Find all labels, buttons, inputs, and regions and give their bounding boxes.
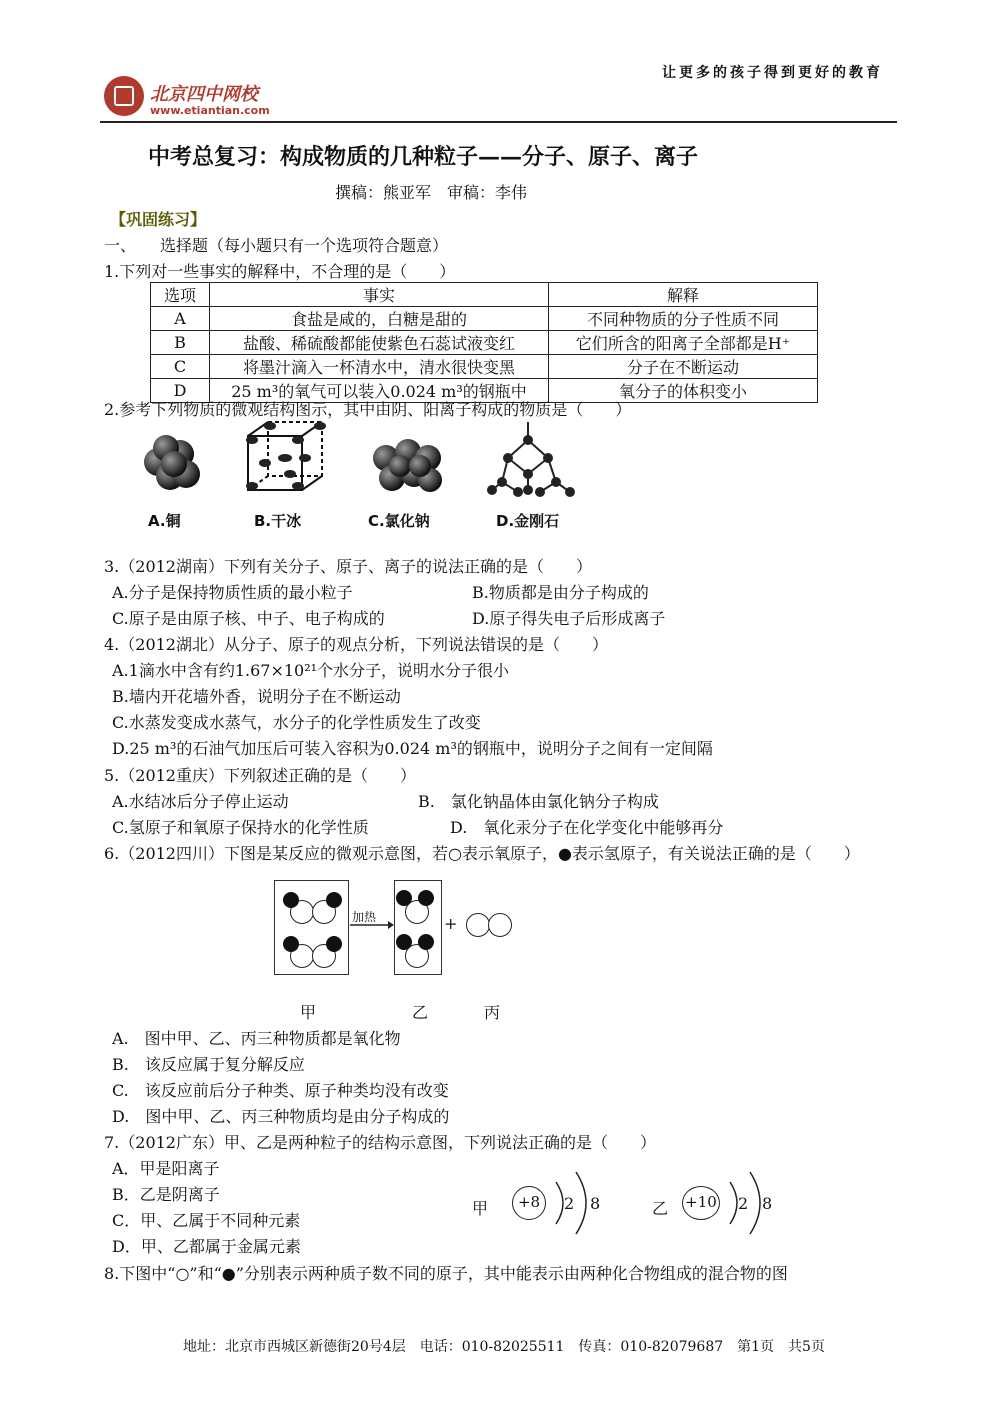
table-header: 选项 bbox=[151, 283, 210, 307]
table-cell: 将墨汁滴入一杯清水中，清水很快变黑 bbox=[210, 355, 549, 379]
footer-info: 地址：北京市西城区新德街20号4层 电话：010-82025511 传真：010-82079687 第1页 共5页 bbox=[183, 1339, 825, 1355]
q5-option-a: A.水结冰后分子停止运动 bbox=[112, 792, 289, 811]
header-slogan: 让更多的孩子得到更好的教育 bbox=[662, 65, 883, 81]
authors-line: 撰稿：熊亚军 审稿：李伟 bbox=[335, 183, 528, 202]
table-cell: 分子在不断运动 bbox=[549, 355, 818, 379]
hydrogen-atom-icon bbox=[418, 890, 434, 906]
q3-option-a: A.分子是保持物质性质的最小粒子 bbox=[112, 583, 353, 602]
q6-option-b: B. 该反应属于复分解反应 bbox=[112, 1055, 305, 1074]
jia-nucleus bbox=[512, 1186, 546, 1220]
q2-label-c: C.氯化钠 bbox=[368, 512, 430, 530]
q7-option-a: A．甲是阳离子 bbox=[112, 1159, 220, 1178]
table-cell: A bbox=[151, 307, 210, 331]
q6-option-d: D. 图中甲、乙、丙三种物质均是由分子构成的 bbox=[112, 1107, 450, 1126]
jia-nucleus-charge: +8 bbox=[517, 1193, 541, 1211]
oxygen-atom-icon bbox=[466, 913, 490, 937]
q3-option-b: B.物质都是由分子构成的 bbox=[472, 583, 649, 602]
hydrogen-atom-icon bbox=[283, 892, 299, 908]
label-jia: 甲 bbox=[300, 1003, 317, 1022]
table-cell: C bbox=[151, 355, 210, 379]
electron-shell-arcs-icon bbox=[724, 1168, 784, 1238]
jia-shell-1: 2 bbox=[564, 1194, 575, 1213]
q7-option-c: C．甲、乙属于不同种元素 bbox=[112, 1211, 301, 1230]
table-cell: 不同种物质的分子性质不同 bbox=[549, 307, 818, 331]
q2-stem: 2.参考下列物质的微观结构图示，其中由阴、阳离子构成的物质是（ ） bbox=[104, 400, 632, 419]
hydrogen-atom-icon bbox=[326, 936, 342, 952]
table-cell: 盐酸、稀硫酸都能使紫色石蕊试液变红 bbox=[210, 331, 549, 355]
table-cell: 25 m³的氧气可以装入0.024 m³的钢瓶中 bbox=[210, 379, 549, 403]
yi-nucleus-charge: +10 bbox=[685, 1193, 717, 1211]
table-row bbox=[151, 355, 818, 379]
table-header: 事实 bbox=[210, 283, 549, 307]
q7-option-b: B．乙是阴离子 bbox=[112, 1185, 220, 1204]
q2-label-a: A.铜 bbox=[148, 512, 181, 530]
hydrogen-atom-icon bbox=[396, 890, 412, 906]
oxygen-atom-icon bbox=[488, 913, 512, 937]
label-bing: 丙 bbox=[484, 1003, 501, 1022]
header-rule bbox=[100, 121, 897, 123]
q8-stem: 8.下图中“○”和“●”分别表示两种质子数不同的原子，其中能表示由两种化合物组成的混合物的图 bbox=[104, 1264, 788, 1283]
sodium-chloride-structure-icon bbox=[373, 439, 442, 492]
q4-stem: 4.（2012湖北）从分子、原子的观点分析，下列说法错误的是（ ） bbox=[104, 635, 608, 654]
diamond-structure-icon bbox=[488, 422, 574, 496]
q5-stem: 5.（2012重庆）下列叙述正确的是（ ） bbox=[104, 766, 416, 785]
q4-option-a: A.1滴水中含有约1.67×10²¹个水分子，说明水分子很小 bbox=[112, 661, 510, 680]
section-label: 【巩固练习】 bbox=[110, 210, 207, 229]
q1-stem: 1.下列对一些事实的解释中，不合理的是（ ） bbox=[104, 262, 456, 281]
q3-stem: 3.（2012湖南）下列有关分子、原子、离子的说法正确的是（ ） bbox=[104, 557, 592, 576]
page-title: 中考总复习：构成物质的几种粒子——分子、原子、离子 bbox=[148, 144, 699, 170]
yi-shell-2: 8 bbox=[762, 1194, 773, 1213]
table-cell: 它们所含的阳离子全部都是H⁺ bbox=[549, 331, 818, 355]
copper-structure-icon bbox=[144, 435, 200, 490]
yi-shell-1: 2 bbox=[738, 1194, 749, 1213]
jia-label: 甲 bbox=[472, 1199, 489, 1218]
table-cell: B bbox=[151, 331, 210, 355]
q7-stem: 7.（2012广东）甲、乙是两种粒子的结构示意图，下列说法正确的是（ ） bbox=[104, 1133, 656, 1152]
logo-mark bbox=[114, 86, 134, 106]
q5-option-d: D. 氧化汞分子在化学变化中能够再分 bbox=[450, 818, 724, 837]
part-heading: 一、 选择题（每小题只有一个选项符合题意） bbox=[104, 236, 449, 255]
q2-structures-figure bbox=[130, 418, 590, 506]
electron-shell-arcs-icon bbox=[550, 1168, 610, 1238]
table-cell: D bbox=[151, 379, 210, 403]
q6-option-c: C. 该反应前后分子种类、原子种类均没有改变 bbox=[112, 1081, 449, 1100]
q2-label-d: D.金刚石 bbox=[496, 512, 560, 530]
q4-option-c: C.水蒸发变成水蒸气，水分子的化学性质发生了改变 bbox=[112, 713, 481, 732]
q3-option-c: C.原子是由原子核、中子、电子构成的 bbox=[112, 609, 385, 628]
logo-name: 北京四中网校 bbox=[150, 84, 258, 105]
yi-label: 乙 bbox=[652, 1199, 669, 1218]
q3-option-d: D.原子得失电子后形成离子 bbox=[472, 609, 666, 628]
table-cell: 氧分子的体积变小 bbox=[549, 379, 818, 403]
q7-option-d: D．甲、乙都属于金属元素 bbox=[112, 1237, 301, 1256]
hydrogen-atom-icon bbox=[396, 934, 412, 950]
label-yi: 乙 bbox=[412, 1003, 429, 1022]
plus-sign: + bbox=[444, 914, 458, 933]
table-row bbox=[151, 331, 818, 355]
q5-option-b: B. 氯化钠晶体由氯化钠分子构成 bbox=[418, 792, 659, 811]
reaction-condition: 加热 bbox=[352, 910, 377, 924]
q2-label-b: B.干冰 bbox=[254, 512, 302, 530]
q4-option-d: D.25 m³的石油气加压后可装入容积为0.024 m³的钢瓶中，说明分子之间有一定间隔 bbox=[112, 739, 713, 758]
q6-option-a: A. 图中甲、乙、丙三种物质都是氧化物 bbox=[112, 1029, 401, 1048]
q5-option-c: C.氢原子和氧原子保持水的化学性质 bbox=[112, 818, 369, 837]
logo-url: www.etiantian.com bbox=[150, 104, 270, 117]
arrow-right-icon bbox=[350, 920, 394, 930]
yi-nucleus bbox=[682, 1186, 720, 1220]
dry-ice-structure-icon bbox=[246, 422, 326, 490]
table-header-row bbox=[151, 283, 818, 307]
hydrogen-atom-icon bbox=[326, 892, 342, 908]
table-row bbox=[151, 307, 818, 331]
hydrogen-atom-icon bbox=[283, 936, 299, 952]
q4-option-b: B.墙内开花墙外香，说明分子在不断运动 bbox=[112, 687, 401, 706]
q6-stem: 6.（2012四川）下图是某反应的微观示意图，若○表示氧原子，●表示氢原子，有关说法正确的是（ ） bbox=[104, 844, 860, 863]
table-cell: 食盐是咸的，白糖是甜的 bbox=[210, 307, 549, 331]
jia-shell-2: 8 bbox=[590, 1194, 601, 1213]
table-header: 解释 bbox=[549, 283, 818, 307]
hydrogen-atom-icon bbox=[418, 934, 434, 950]
q1-table bbox=[150, 282, 818, 403]
